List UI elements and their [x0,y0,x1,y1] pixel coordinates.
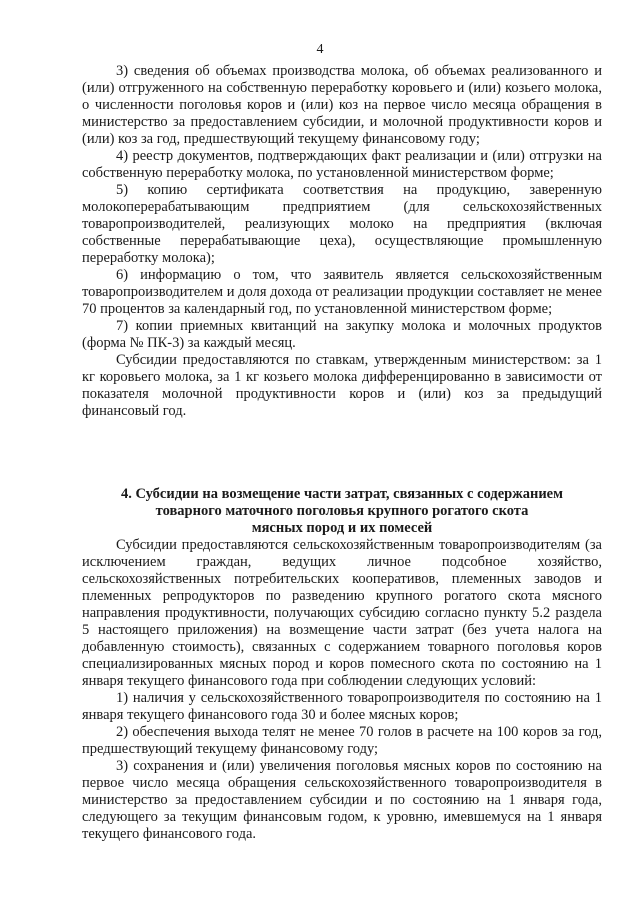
condition-item-1: 1) наличия у сельскохозяйственного товаропроизводителя по состоянию на 1 января текущего финансового года 30 и более мясных коров; [82,690,602,723]
section-4-body [82,537,602,843]
section-heading-line-3: мясных пород и их помесей [251,520,433,536]
list-item-7: 7) копии приемных квитанций на закупку молока и молочных продуктов (форма № ПК-3) за каждый месяц. [82,318,602,351]
section-heading-line-2: товарного маточного поголовья крупного рогатого скота [155,503,529,519]
condition-item-3: 3) сохранения и (или) увеличения поголовья мясных коров по состоянию на первое число месяца обращения сельскохозяйственного товаропроизводителя в министерство за предоставлением субсидии и по состоянию на 1 января года, следующего за текущим финансовым годом, к уровню, имевшемуся на 1 января текущего финансового года. [82,758,602,842]
list-item-5: 5) копию сертификата соответствия на продукцию, заверенную молокоперерабатывающим предприятием (для сельскохозяйственных товаропроизводителей, реализующих молоко на предприятия (включая собственные перерабатывающие цеха), осуществляющие промышленную переработку молока); [82,182,602,266]
condition-item-2: 2) обеспечения выхода телят не менее 70 голов в расчете на 100 коров за год, предшествующий текущему финансовому году; [82,724,602,757]
list-item-4: 4) реестр документов, подтверждающих факт реализации и (или) отгрузки на собственную переработку молока, по установленной министерством форме; [82,148,602,181]
page-number: 4 [316,42,324,57]
document-requirements-list [82,63,602,420]
section-4-heading [82,486,602,537]
section-intro-paragraph: Субсидии предоставляются сельскохозяйственным товаропроизводителям (за исключением граждан, ведущих личное подсобное хозяйство, сельскохозяйственных потребительских кооперативов, племенных заводов и племенных репродукторов по разведению крупного рогатого скота мясного направления продуктивности, получающих субсидию согласно пункту 5.2 раздела 5 настоящего приложения) на возмещение части затрат (без учета налога на добавленную стоимость), связанных с содержанием товарного поголовья коров специализированных мясных пород и коров помесного скота по состоянию на 1 января текущего финансового года при соблюдении следующих условий: [82,537,602,689]
section-heading-line-1: 4. Субсидии на возмещение части затрат, связанных с содержанием [120,486,563,502]
subsidy-rates-paragraph: Субсидии предоставляются по ставкам, утвержденным министерством: за 1 кг коровьего молока, за 1 кг козьего молока дифференцированно в зависимости от показателя молочной продуктивности коров и (или) коз за предыдущий финансовый год. [82,352,602,419]
list-item-3: 3) сведения об объемах производства молока, об объемах реализованного и (или) отгруженного на собственную переработку коровьего и (или) козьего молока, о численности поголовья коров и (или) коз на первое число месяца обращения в министерство за предоставлением субсидии, и молочной продуктивности коров и (или) коз за год, предшествующий текущему финансовому году; [82,63,602,147]
list-item-6: 6) информацию о том, что заявитель является сельскохозяйственным товаропроизводителем и доля дохода от реализации продукции составляет не менее 70 процентов за календарный год, по установленной министерством форме; [82,267,602,317]
